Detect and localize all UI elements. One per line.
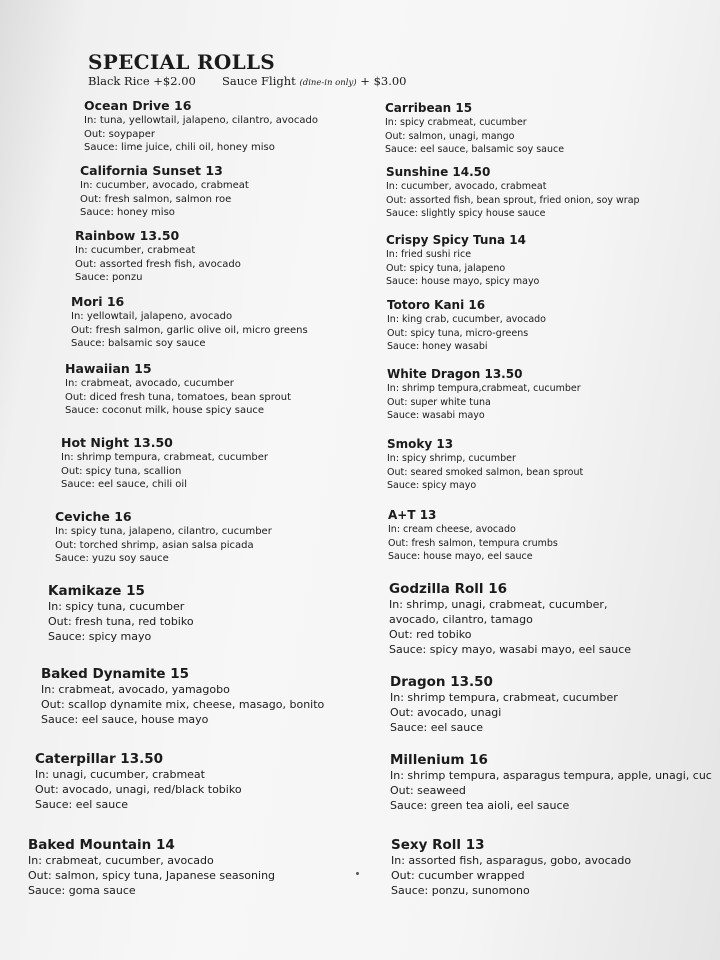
roll-detail: Sauce: house mayo, eel sauce [388,551,533,562]
roll-detail: Out: torched shrimp, asian salsa picada [55,539,254,551]
roll-name: Carribean 15 [385,101,473,115]
roll-name: Dragon 13.50 [390,674,493,690]
roll-detail: In: crabmeat, avocado, cucumber [65,378,234,389]
roll-detail: Out: spicy tuna, jalapeno [386,262,506,274]
roll-detail: Sauce: yuzu soy sauce [55,553,169,564]
roll-detail: In: fried sushi rice [386,249,472,260]
roll-name: Mori 16 [71,294,125,309]
menu-item [390,752,712,813]
menu-item [41,666,324,727]
roll-detail: Sauce: honey miso [80,207,175,218]
roll-name: Caterpillar 13.50 [35,751,163,767]
roll-detail: Sauce: goma sauce [28,884,136,897]
roll-detail: In: crabmeat, cucumber, avocado [28,854,214,867]
roll-detail: Out: cucumber wrapped [391,869,525,882]
sauce-flight-upcharge [222,74,407,88]
roll-detail: Out: assorted fish, bean sprout, fried onion, soy wrap [386,194,640,206]
roll-detail: Sauce: house mayo, spicy mayo [386,276,540,287]
roll-detail: In: assorted fish, asparagus, gobo, avocado [391,854,632,867]
roll-detail: Sauce: slightly spicy house sauce [386,208,546,219]
roll-detail: Out: avocado, unagi, red/black tobiko [35,783,242,796]
roll-detail: In: spicy crabmeat, cucumber [385,117,527,128]
roll-name: Sexy Roll 13 [391,837,485,853]
menu-item [48,583,194,644]
roll-detail: Sauce: spicy mayo [48,630,152,643]
menu-item [65,361,291,418]
roll-detail: Sauce: eel sauce, balsamic soy sauce [385,144,565,155]
roll-name: Totoro Kani 16 [387,298,486,312]
menu-item [387,366,581,423]
roll-detail: Sauce: lime juice, chili oil, honey miso [84,142,275,153]
roll-detail: Out: fresh salmon, salmon roe [80,193,232,205]
roll-detail: Sauce: eel sauce [390,721,484,734]
sauce-flight-note: (dine-in only) [299,78,357,88]
sauce-flight-price: + $3.00 [360,74,407,88]
roll-detail: Out: diced fresh tuna, tomatoes, bean sprout [65,391,291,403]
menu-item [28,837,275,898]
roll-detail: Sauce: balsamic soy sauce [71,338,206,349]
roll-detail: In: cucumber, avocado, crabmeat [80,180,249,191]
roll-detail: Out: soypaper [84,128,156,140]
roll-name: Sunshine 14.50 [386,165,491,179]
roll-name: Crispy Spicy Tuna 14 [386,233,526,247]
black-rice-upcharge: Black Rice +$2.00 [88,74,196,88]
roll-detail: In: spicy shrimp, cucumber [387,453,516,464]
roll-detail: Sauce: wasabi mayo [387,410,485,421]
roll-detail: Out: fresh tuna, red tobiko [48,615,194,628]
menu-item [386,232,539,289]
roll-detail: Sauce: green tea aioli, eel sauce [390,799,570,812]
menu-item [389,581,631,657]
roll-name: A+T 13 [388,508,437,522]
roll-name: Rainbow 13.50 [75,228,180,243]
roll-name: Godzilla Roll 16 [389,581,507,597]
roll-name: Baked Mountain 14 [28,837,175,853]
menu-item [387,297,546,354]
roll-detail: Out: salmon, spicy tuna, Japanese seasoning [28,869,276,882]
roll-detail: Out: spicy tuna, scallion [61,465,182,477]
roll-name: Ocean Drive 16 [84,98,192,113]
menu-item [55,509,272,566]
menu-item [75,228,241,285]
roll-detail: Sauce: spicy mayo [387,480,477,491]
roll-detail: In: shrimp, unagi, crabmeat, cucumber, [389,598,608,611]
roll-name: Kamikaze 15 [48,583,145,599]
roll-name: Baked Dynamite 15 [41,666,190,682]
roll-detail: Out: super white tuna [387,396,491,408]
menu-item [35,751,242,812]
menu-item [391,837,631,898]
roll-detail: Sauce: spicy mayo, wasabi mayo, eel sauce [389,643,632,656]
roll-detail: In: crabmeat, avocado, yamagobo [41,683,230,696]
roll-detail: In: tuna, yellowtail, jalapeno, cilantro, avocado [84,115,318,126]
menu-item [387,436,583,493]
roll-detail: Sauce: eel sauce, house mayo [41,713,209,726]
roll-detail: Sauce: ponzu [75,272,143,283]
roll-detail: Out: avocado, unagi [390,706,502,719]
roll-detail: In: king crab, cucumber, avocado [387,314,546,325]
menu-title: SPECIAL ROLLS [88,50,276,74]
menu-item [390,674,618,735]
roll-detail: Out: red tobiko [389,628,472,641]
roll-detail: Out: spicy tuna, micro-greens [387,327,529,339]
roll-detail: Sauce: coconut milk, house spicy sauce [65,405,265,416]
roll-detail: Out: fresh salmon, garlic olive oil, micro greens [71,324,308,336]
roll-detail: Sauce: honey wasabi [387,341,488,352]
menu-item [61,435,268,492]
roll-detail: In: shrimp tempura,crabmeat, cucumber [387,383,581,394]
roll-name: Smoky 13 [387,437,454,451]
roll-detail: In: spicy tuna, jalapeno, cilantro, cucumber [55,526,272,537]
roll-detail: In: shrimp tempura, crabmeat, cucumber [61,452,269,463]
roll-name: Hot Night 13.50 [61,435,173,450]
roll-detail: In: cucumber, crabmeat [75,245,196,256]
menu-item [386,164,640,221]
roll-detail: Out: salmon, unagi, mango [385,130,515,142]
roll-detail: In: yellowtail, jalapeno, avocado [71,311,233,322]
menu-item [80,163,249,220]
roll-detail: In: cucumber, avocado, crabmeat [386,181,547,192]
sauce-flight-label: Sauce Flight [222,74,296,88]
roll-detail: In: cream cheese, avocado [388,524,516,535]
roll-detail: Sauce: eel sauce [35,798,129,811]
roll-detail: Sauce: eel sauce, chili oil [61,479,187,490]
roll-name: Millenium 16 [390,752,488,768]
roll-name: California Sunset 13 [80,163,223,178]
roll-detail: In: shrimp tempura, crabmeat, cucumber [390,691,618,704]
roll-detail: Out: scallop dynamite mix, cheese, masago, bonito [41,698,325,711]
roll-detail: In: spicy tuna, cucumber [48,600,185,613]
roll-name: White Dragon 13.50 [387,367,523,381]
menu-item [71,294,308,351]
menu-item [388,507,558,564]
menu-item [385,100,564,157]
menu-item [84,98,318,155]
roll-detail: Out: fresh salmon, tempura crumbs [388,537,558,549]
paper-speck [356,872,359,875]
roll-detail: avocado, cilantro, tamago [389,613,533,626]
roll-detail: Out: seared smoked salmon, bean sprout [387,466,584,478]
roll-detail: Out: assorted fresh fish, avocado [75,258,241,270]
roll-detail: In: unagi, cucumber, crabmeat [35,768,205,781]
roll-detail: In: shrimp tempura, asparagus tempura, apple, unagi, cuc [390,769,712,782]
roll-detail: Out: seaweed [390,784,466,797]
roll-name: Hawaiian 15 [65,361,152,376]
roll-name: Ceviche 16 [55,509,132,524]
roll-detail: Sauce: ponzu, sunomono [391,884,530,897]
